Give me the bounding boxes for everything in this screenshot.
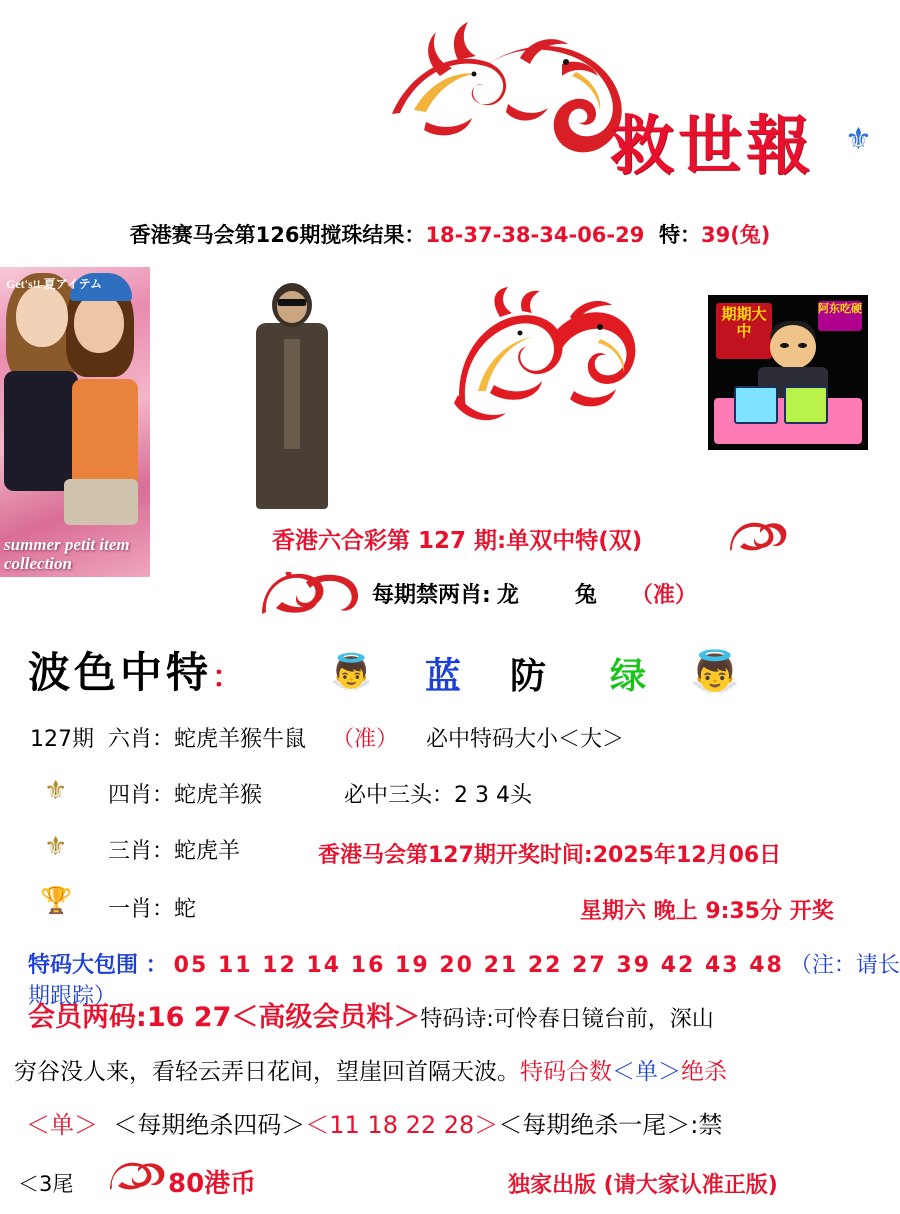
kill-tail-label: ＜每期绝杀一尾＞:禁: [498, 1111, 723, 1139]
price-label: 80港币: [168, 1169, 257, 1199]
result-special-label: 特：: [658, 223, 701, 247]
big-wrap-label: 特码大包围 ：: [28, 953, 168, 978]
member-row: [28, 995, 714, 1034]
row-four-value: 蛇虎羊猴: [174, 783, 263, 808]
row-six-accuracy: （准）: [332, 727, 399, 752]
kill-four-numbers: ＜11 18 22 28＞: [305, 1111, 499, 1139]
sum-value: ＜单＞: [612, 1059, 681, 1085]
masthead: [0, 0, 900, 215]
tv-cartoon: [708, 295, 868, 450]
bose-label-row: [28, 640, 246, 700]
result-prefix: 香港赛马会第126期搅珠结果：: [129, 223, 426, 247]
bose-blue: 蓝: [425, 656, 462, 697]
dragon-icon: [730, 521, 788, 553]
red-dragon-illustration: [450, 287, 640, 427]
big-wrap-numbers: 05 11 12 14 16 19 20 21 22 27 39 42 43 48: [173, 953, 784, 978]
big-wrap-note: （注：请长期跟踪）: [28, 953, 900, 1009]
row-six-value: 蛇虎羊猴牛鼠: [174, 727, 307, 752]
ban-animal-2: 兔: [574, 583, 597, 608]
ban-animal-1: 龙: [496, 583, 519, 608]
kill-tail-value: ＜3尾: [18, 1172, 74, 1196]
kill-four-label: ＜每期绝杀四码＞: [113, 1111, 306, 1139]
member-numbers: 16 27: [146, 1002, 232, 1033]
row-six-label: 六肖：: [108, 727, 175, 752]
publisher-note: 独家出版 (请大家认准正版): [508, 1173, 778, 1198]
row-one-label: 一肖：: [108, 897, 175, 922]
poem-label: 特码诗: [420, 1007, 487, 1032]
result-special: 39(兔): [700, 223, 771, 247]
headline-text: 香港六合彩第 127 期:单双中特(双): [272, 528, 643, 554]
row-three-label: 三肖：: [108, 839, 175, 864]
kill-single: ＜单＞: [26, 1111, 98, 1139]
row-four-animals: [108, 778, 532, 809]
row-four-must: 必中三头：2 3 4头: [344, 783, 533, 808]
fleur-icon: ⚜: [44, 776, 68, 805]
angel-icon: 👼: [330, 654, 373, 691]
girls-poster-top-text: Get's!! 夏アイテム: [6, 277, 102, 291]
dragon-icon: [380, 18, 630, 168]
bose-colon: ：: [212, 660, 247, 695]
row-one-value: 蛇: [174, 897, 197, 922]
poem-body: 穷谷没人来，看轻云弄日花间，望崖回首隔天波。: [14, 1059, 520, 1085]
row-one-animal: [108, 892, 196, 923]
draw-date-line: 香港马会第127期开奖时间:2025年12月06日: [318, 843, 782, 868]
bose-label: 波色中特: [28, 648, 213, 697]
dragon-icon: [262, 572, 362, 616]
draw-time-line: 星期六 晚上 9:35分 开奖: [580, 899, 834, 924]
ban-animals-line: [372, 578, 697, 609]
result-numbers: 18-37-38-34-06-29: [425, 223, 645, 247]
row-three-value: 蛇虎羊: [174, 839, 241, 864]
row-period: 127期: [30, 727, 94, 752]
fleur-icon: ⚜: [44, 832, 68, 861]
ribbon-icon: 🏆: [40, 886, 73, 915]
member-tag: ＜高级会员料＞: [231, 1002, 421, 1033]
ban-label: 每期禁两肖:: [372, 583, 491, 608]
poem-start: :可怜春日镜台前，深山: [486, 1007, 714, 1032]
girls-poster-bottom-text: summer petit item collection: [4, 535, 130, 573]
row-four-label: 四肖：: [108, 783, 175, 808]
page-title: 救世報: [610, 109, 814, 184]
swirl-icon: ⚜: [845, 123, 872, 156]
bose-green: 绿: [610, 656, 647, 697]
ban-accuracy: （准）: [630, 583, 697, 608]
angel-icon: 👼: [690, 649, 740, 694]
row-six-must: 必中特码大小＜大＞: [426, 727, 625, 752]
sum-label: 特码合数: [520, 1059, 612, 1085]
dragon-icon: [110, 1162, 166, 1192]
sum-kill: 绝杀: [681, 1059, 727, 1085]
kill-row: [26, 1105, 722, 1140]
poem-paragraph: [14, 1055, 884, 1089]
draw-result-line: [0, 219, 900, 249]
tv-red-text: 期期大中: [721, 305, 767, 340]
tv-pink-text: 阿东吃硬: [818, 302, 862, 315]
robe-man-photo: [250, 283, 334, 509]
member-label: 会员两码:: [28, 1002, 147, 1033]
girls-poster: [0, 267, 150, 577]
row-three-animals: [108, 834, 240, 865]
row-six-animals: [30, 722, 624, 753]
bose-fang: 防: [510, 656, 547, 697]
